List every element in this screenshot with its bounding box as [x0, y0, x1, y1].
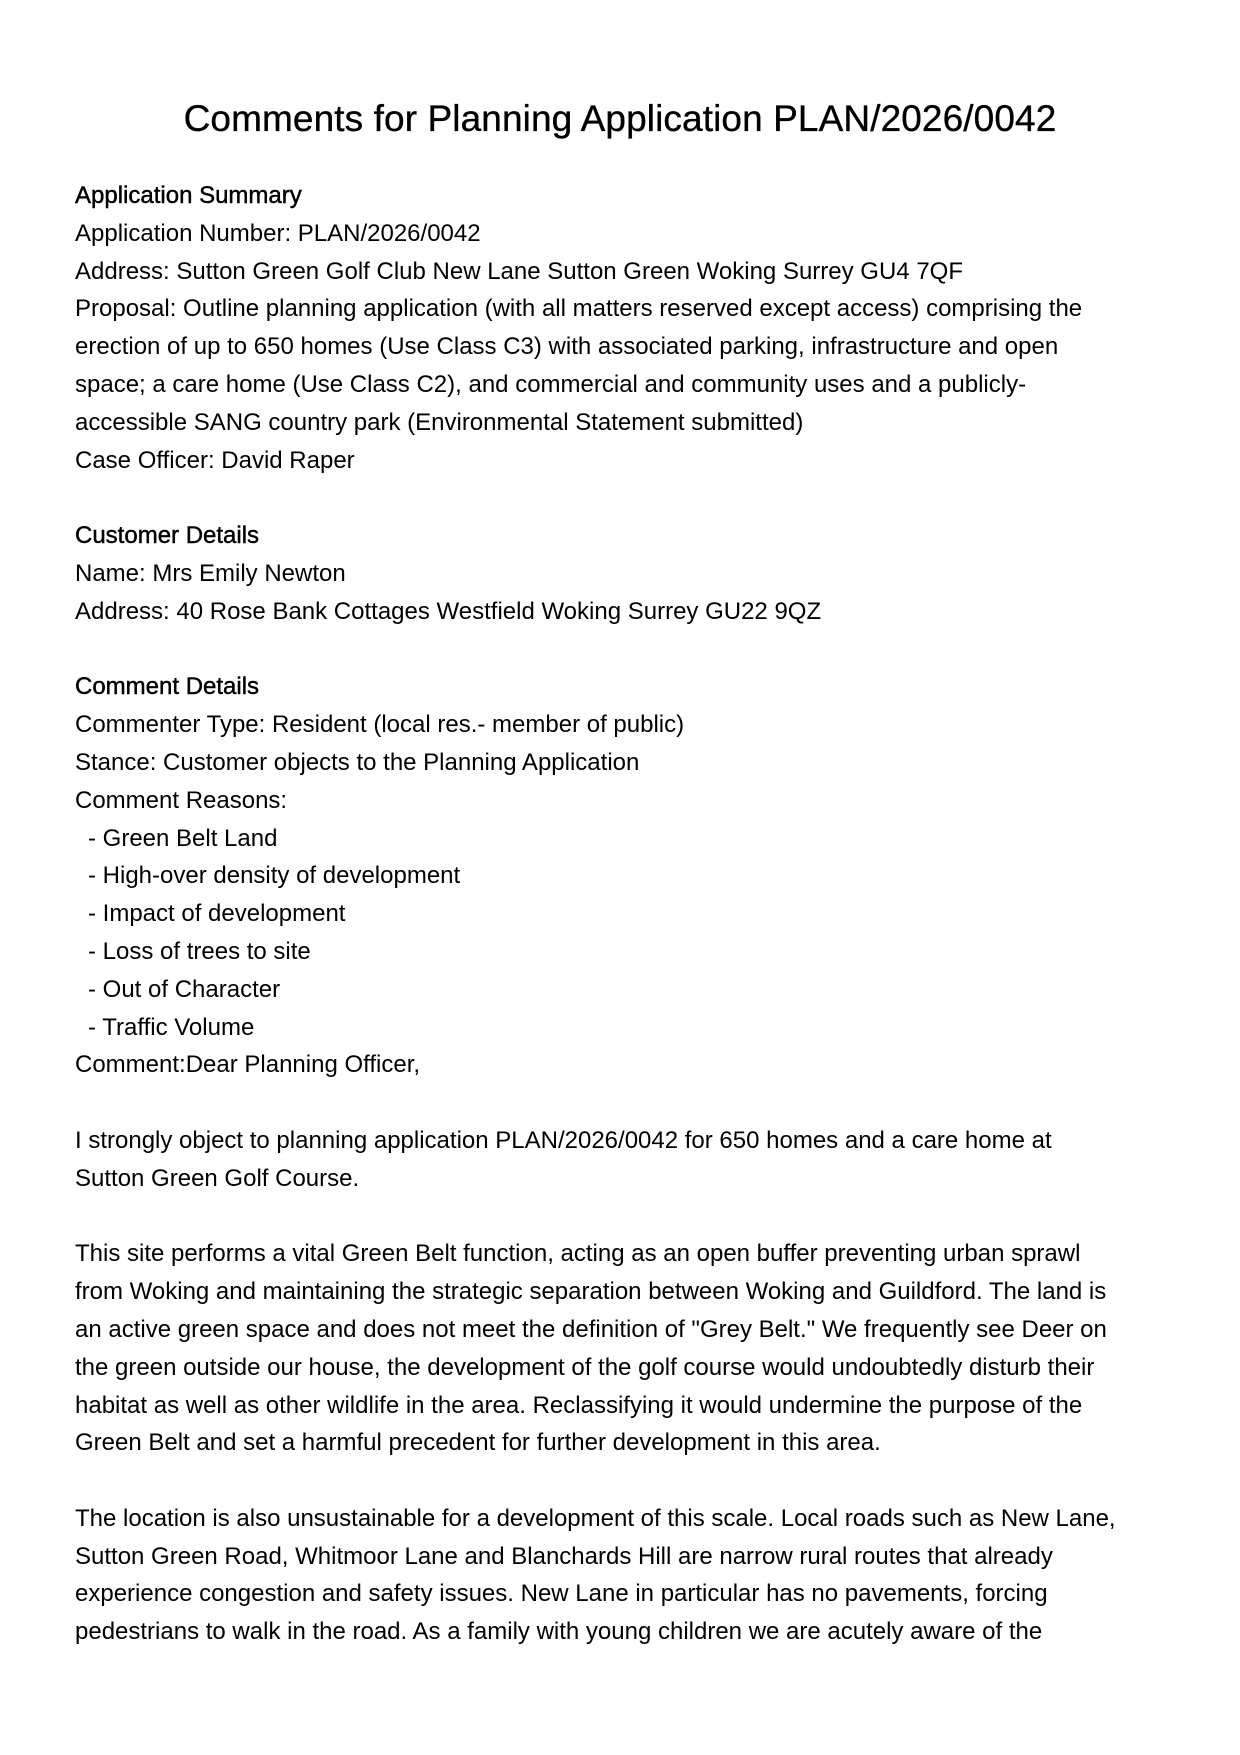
proposal-line: erection of up to 650 homes (Use Class C3) with associated parking, infrastructure and open — [75, 333, 1059, 361]
commenter-type: Commenter Type: Resident (local res.- member of public) — [75, 711, 685, 739]
comment-paragraph — [75, 1235, 1175, 1462]
comment-reason-item: - Traffic Volume — [88, 1013, 255, 1041]
comment-paragraph — [75, 1500, 1175, 1651]
comment-line: The location is also unsustainable for a development of this scale. Local roads such as New Lane, — [75, 1504, 1116, 1532]
spacer — [75, 1462, 1175, 1500]
proposal-line: space; a care home (Use Class C2), and commercial and community uses and a publicly- — [75, 370, 1027, 398]
proposal-line: accessible SANG country park (Environmental Statement submitted) — [75, 408, 804, 436]
comment-details-section — [75, 668, 1175, 1651]
customer-name: Name: Mrs Emily Newton — [75, 559, 346, 587]
comment-line: from Woking and maintaining the strategic separation between Woking and Guildford. The land is — [75, 1278, 1107, 1306]
comment-line: habitat as well as other wildlife in the area. Reclassifying it would undermine the purpose of the — [75, 1391, 1083, 1419]
comment-line: Green Belt and set a harmful precedent for further development in this area. — [75, 1429, 881, 1457]
application-summary-section — [75, 177, 1175, 517]
comment-line: experience congestion and safety issues. New Lane in particular has no pavements, forcing — [75, 1580, 1048, 1608]
comment-intro: Comment:Dear Planning Officer, — [75, 1051, 421, 1079]
spacer — [75, 1084, 1175, 1122]
application-number: Application Number: PLAN/2026/0042 — [75, 219, 481, 247]
proposal-line: Proposal: Outline planning application (with all matters reserved except access) comprising the — [75, 295, 1083, 323]
comment-line: Sutton Green Road, Whitmoor Lane and Blanchards Hill are narrow rural routes that already — [75, 1542, 1053, 1570]
comment-paragraph — [75, 1122, 1175, 1198]
document-page — [75, 95, 1175, 1651]
comment-reason-item: - Loss of trees to site — [88, 937, 311, 965]
comment-line: This site performs a vital Green Belt function, acting as an open buffer preventing urban sprawl — [75, 1240, 1081, 1268]
comment-reason-item: - Green Belt Land — [88, 824, 278, 852]
application-address: Address: Sutton Green Golf Club New Lane Sutton Green Woking Surrey GU4 7QF — [75, 257, 963, 285]
application-summary-heading: Application Summary — [75, 182, 302, 209]
comment-reasons-label: Comment Reasons: — [75, 786, 288, 814]
comment-line: pedestrians to walk in the road. As a family with young children we are acutely aware of the — [75, 1618, 1043, 1646]
comment-line: I strongly object to planning application PLAN/2026/0042 for 650 homes and a care home at — [75, 1126, 1052, 1154]
case-officer: Case Officer: David Raper — [75, 446, 355, 474]
comment-line: Sutton Green Golf Course. — [75, 1164, 360, 1192]
comment-reason-item: - High-over density of development — [88, 862, 461, 890]
spacer — [75, 479, 1175, 517]
customer-details-section — [75, 517, 1175, 668]
comment-reason-item: - Impact of development — [88, 900, 346, 928]
page-title: Comments for Planning Application PLAN/2026/0042 — [183, 98, 1057, 139]
comment-line: an active green space and does not meet the definition of "Grey Belt." We frequently see Deer on — [75, 1315, 1107, 1343]
spacer — [75, 631, 1175, 669]
spacer — [75, 1198, 1175, 1236]
customer-details-heading: Customer Details — [75, 522, 260, 550]
customer-address: Address: 40 Rose Bank Cottages Westfield Woking Surrey GU22 9QZ — [75, 597, 822, 625]
comment-reason-item: - Out of Character — [88, 975, 281, 1003]
stance: Stance: Customer objects to the Planning Application — [75, 748, 640, 776]
comment-details-heading: Comment Details — [75, 673, 260, 701]
comment-line: the green outside our house, the development of the golf course would undoubtedly disturb their — [75, 1353, 1095, 1381]
